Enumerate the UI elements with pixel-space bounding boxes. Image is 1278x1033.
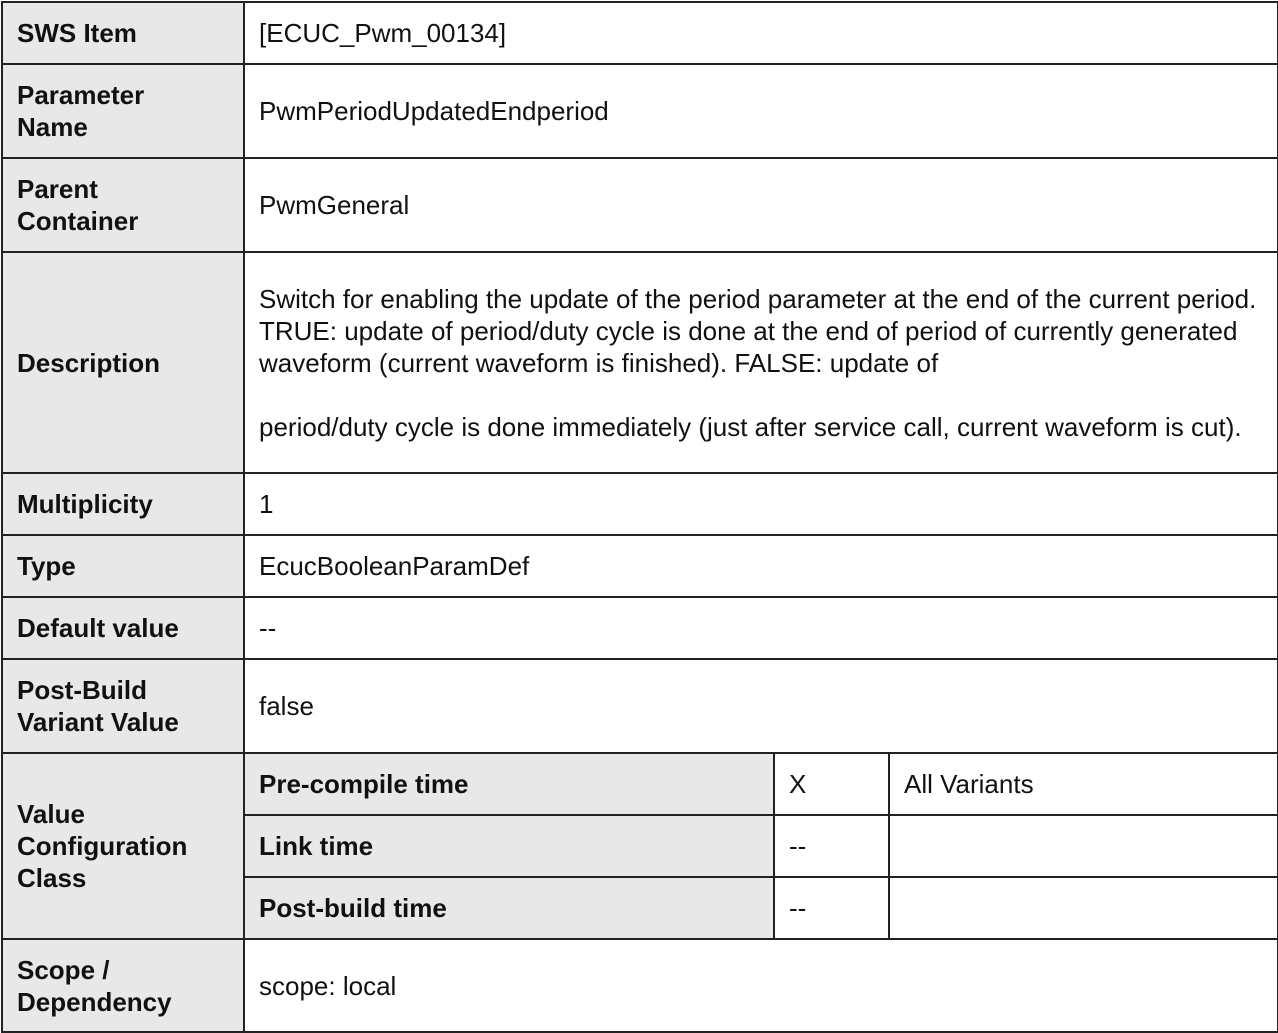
row-type: [2, 535, 1278, 597]
row-default-value: [2, 597, 1278, 659]
config-time-variants: All Variants: [889, 753, 1278, 815]
multiplicity-label: Multiplicity: [2, 473, 244, 535]
scope-label: [2, 939, 244, 1032]
sws-item-label: SWS Item: [2, 2, 244, 64]
row-scope: [2, 939, 1278, 1032]
row-description: [2, 252, 1278, 473]
default-value-value: --: [244, 597, 1278, 659]
parameter-spec-table: [1, 1, 1278, 1033]
parent-container-label-line1: Parent: [17, 174, 98, 204]
type-label: Type: [2, 535, 244, 597]
default-value-label: Default value: [2, 597, 244, 659]
parent-container-label: [2, 158, 244, 252]
value-config-class-label-line1: Value: [17, 799, 85, 829]
row-sws-item: [2, 2, 1278, 64]
parameter-name-label: [2, 64, 244, 158]
parameter-name-label-line1: Parameter: [17, 80, 145, 110]
config-time-variants: [889, 815, 1278, 877]
post-build-variant-label-line1: Post-Build: [17, 675, 147, 705]
post-build-variant-value: false: [244, 659, 1278, 753]
parameter-name-value: PwmPeriodUpdatedEndperiod: [244, 64, 1278, 158]
config-time-variants: [889, 877, 1278, 939]
scope-value: scope: local: [244, 939, 1278, 1032]
config-time-mark: --: [774, 877, 889, 939]
config-time-label: Post-build time: [244, 877, 774, 939]
description-label: Description: [2, 252, 244, 473]
config-time-mark: --: [774, 815, 889, 877]
parent-container-value: PwmGeneral: [244, 158, 1278, 252]
row-value-config-pre-compile: [2, 753, 1278, 815]
description-value: [244, 252, 1278, 473]
description-paragraph-1: Switch for enabling the update of the period parameter at the end of the current period. TRUE: update of period/duty cycle is done at the end of period of currently generated waveform (current waveform is finished). FALSE: update of: [259, 283, 1257, 378]
row-parent-container: [2, 158, 1278, 252]
sws-item-value: [ECUC_Pwm_00134]: [244, 2, 1278, 64]
parent-container-label-line2: Container: [17, 206, 139, 236]
type-value: EcucBooleanParamDef: [244, 535, 1278, 597]
scope-label-line1: Scope /: [17, 954, 110, 985]
config-time-label: Pre-compile time: [244, 753, 774, 815]
config-time-label: Link time: [244, 815, 774, 877]
description-paragraph-2: period/duty cycle is done immediately (just after service call, current waveform is cut).: [259, 411, 1242, 442]
row-post-build-variant: [2, 659, 1278, 753]
value-config-class-label-line3: Class: [17, 863, 87, 893]
post-build-variant-label-line2: Variant Value: [17, 707, 179, 737]
multiplicity-value: 1: [244, 473, 1278, 535]
row-parameter-name: [2, 64, 1278, 158]
row-multiplicity: [2, 473, 1278, 535]
config-time-mark: X: [774, 753, 889, 815]
scope-label-line2: Dependency: [17, 986, 172, 1017]
value-config-class-label: [2, 753, 244, 939]
post-build-variant-label: [2, 659, 244, 753]
value-config-class-label-line2: Configuration: [17, 831, 188, 861]
parameter-name-label-line2: Name: [17, 112, 88, 142]
